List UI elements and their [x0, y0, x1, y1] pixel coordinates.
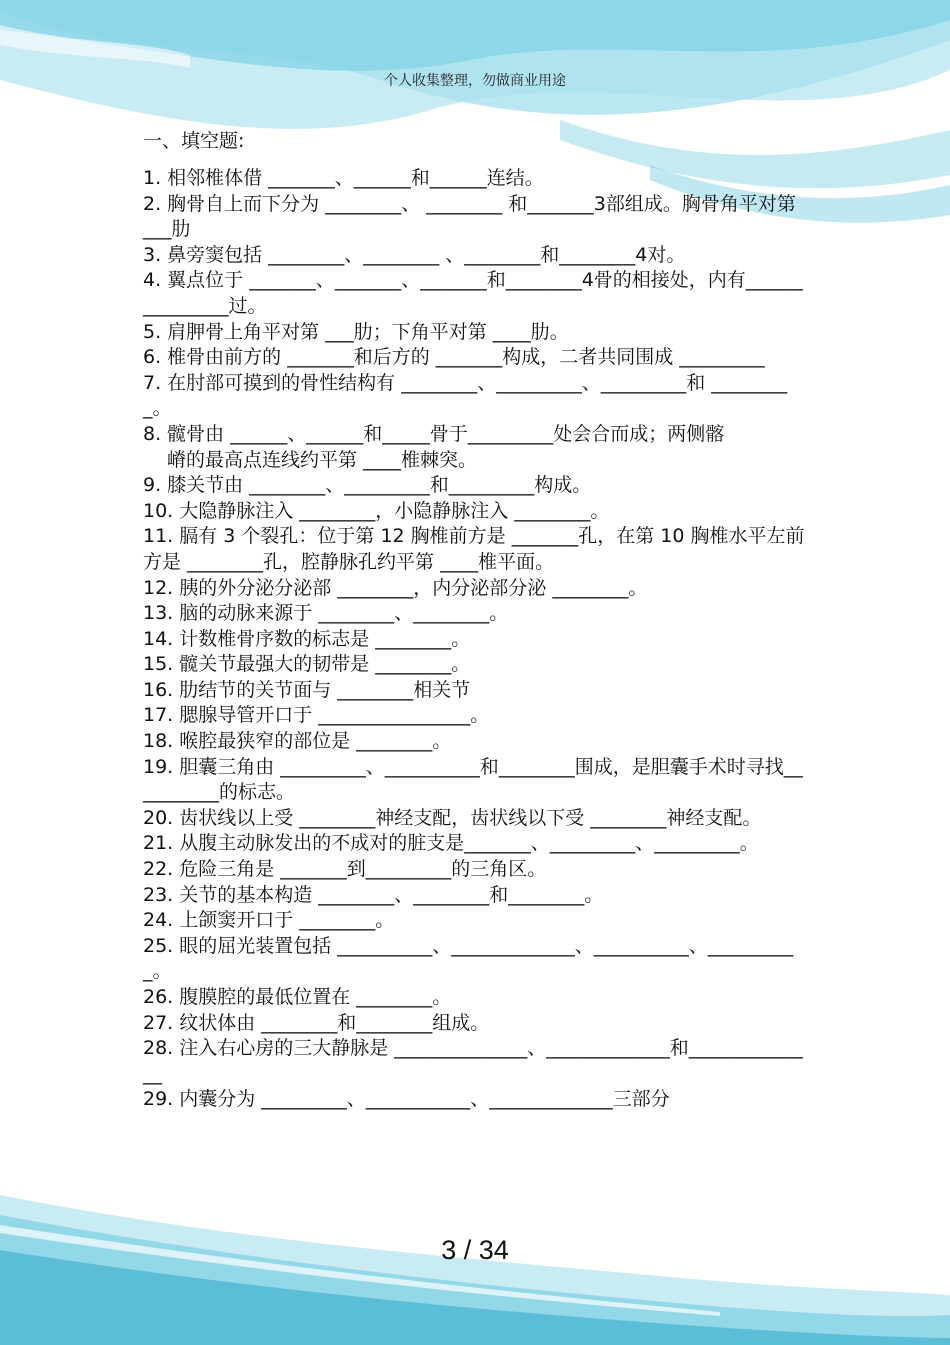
question-item: 23. 关节的基本构造 ________、________和________。 — [143, 883, 604, 906]
question-item: 25. 眼的屈光装置包括 __________、_____________、__________、__________。 — [143, 934, 794, 983]
question-item: 29. 内囊分为 _________、___________、_____________三部分 — [143, 1088, 670, 1111]
question-item: 14. 计数椎骨序数的标志是 ________。 — [143, 627, 471, 650]
question-item: 9. 膝关节由 ________、_________和_________构成。 — [143, 474, 592, 497]
question-list — [143, 128, 808, 1113]
question-item: 10. 大隐静脉注入 ________，小隐静脉注入 ________。 — [143, 499, 610, 522]
section-title: 一、填空题: — [143, 130, 245, 152]
question-item: 17. 腮腺导管开口于 ________________。 — [143, 704, 490, 727]
question-item: 11. 膈有 3 个裂孔：位于第 12 胸椎前方是 _______孔，在第 10 胸椎水平左前方是 ________孔，腔静脉孔约平第 ____椎平面。 — [143, 525, 805, 573]
question-item: 16. 肋结节的关节面与 ________相关节 — [143, 678, 471, 701]
question-item: 21. 从腹主动脉发出的不成对的脏支是_______、_________、_________。 — [143, 832, 759, 855]
page-number: 3 / 34 — [441, 1235, 509, 1265]
question-item: 2. 胸骨自上而下分为 ________、 ________ 和_______3部组成。胸骨角平对第 ___肋 — [143, 192, 796, 241]
question-item: 5. 肩胛骨上角平对第 ___肋；下角平对第 ____肋。 — [143, 320, 569, 343]
question-item: 20. 齿状线以上受 ________神经支配，齿状线以下受 ________神经支配。 — [143, 806, 762, 829]
question-item: 8. 髋骨由 ______、______和_____骨于_________处会合而成；两侧髂 — [143, 422, 725, 445]
question-item: 1. 相邻椎体借 _______、______和______连结。 — [143, 167, 544, 189]
question-item: 18. 喉腔最狭窄的部位是 ________。 — [143, 730, 452, 753]
question-item: 19. 胆囊三角由 _________、__________和________围成，是胆囊手术时寻找__________的标志。 — [143, 755, 803, 804]
header-note: 个人收集整理，勿做商业用途 — [384, 73, 566, 89]
question-item: 13. 脑的动脉来源于 ________、________。 — [143, 602, 509, 625]
question-item: 6. 椎骨由前方的 _______和后方的 _______构成，二者共同围成 _________ — [143, 346, 765, 369]
question-item: 3. 鼻旁窦包括 ________、________ 、________和________4对。 — [143, 243, 686, 266]
question-item: 12. 胰的外分泌分泌部 ________，内分泌部分泌 ________。 — [143, 576, 648, 599]
question-item: 4. 翼点位于 _______、_______、_______和________4骨的相接处，内有_______________过。 — [143, 269, 803, 317]
question-item: 7. 在肘部可摸到的骨性结构有 ________、_________、_________和 _________。 — [143, 371, 788, 420]
question-item: 24. 上颌窦开口于 ________。 — [143, 909, 395, 932]
question-item: 26. 腹膜腔的最低位置在 ________。 — [143, 986, 452, 1008]
question-item: 27. 纹状体由 ________和________组成。 — [143, 1011, 490, 1034]
question-item: 15. 髋关节最强大的韧带是 ________。 — [143, 653, 471, 676]
question-item: 28. 注入右心房的三大静脉是 ______________、_____________和______________ — [143, 1037, 803, 1085]
question-item: 22. 危险三角是 _______到_________的三角区。 — [143, 858, 547, 881]
question-item-continuation: 嵴的最高点连线约平第 ____椎棘突。 — [167, 448, 478, 471]
